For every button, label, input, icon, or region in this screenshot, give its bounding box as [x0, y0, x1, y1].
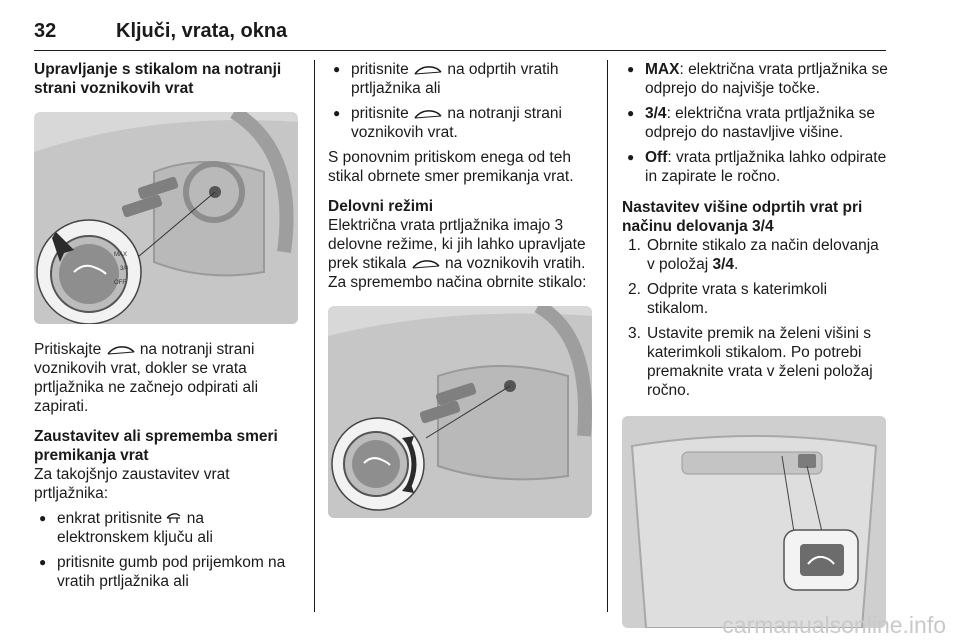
tailgate-switch-illustration — [622, 416, 886, 628]
numbered-step: 2. Odprite vrata s katerimkoli stikalom. — [628, 281, 828, 317]
column-divider — [314, 60, 315, 612]
list-item: ● 3/4: električna vrata prtljažnika se odprejo do nastavljive višine. — [622, 104, 888, 142]
tailgate-icon — [413, 64, 443, 76]
key-tailgate-icon — [166, 512, 182, 525]
paragraph: Za takojšnjo zaustavitev vrat prtljažnika: — [34, 466, 230, 502]
tailgate-icon — [413, 108, 443, 120]
section-heading: Upravljanje s stikalom na notranji strani voznikovih vrat — [34, 61, 282, 97]
paragraph: Pritiskajte na notranji strani voznikovih vrat, dokler se vrata prtljažnika ne začnejo odpirati ali zapirati. — [34, 341, 259, 415]
page-title: Ključi, vrata, okna — [116, 20, 288, 42]
section-heading: Zaustavitev ali sprememba smeri premikanja vrat — [34, 428, 278, 464]
dial-label-max: MAX — [114, 252, 128, 258]
list-item: ● pritisnite na odprtih vratih prtljažnika ali — [328, 60, 594, 98]
numbered-step: 3. Ustavite premik na želeni višini s katerimkoli stikalom. Po potrebi premaknite vrata v želeni položaj ročno. — [628, 325, 873, 399]
tailgate-icon — [106, 344, 136, 356]
list-item: ● enkrat pritisnite na elektronskem ključu ali — [34, 509, 300, 547]
watermark: carmanualsonline.info — [722, 612, 946, 638]
column-middle — [328, 60, 594, 518]
list-item: ● MAX: električna vrata prtljažnika se odprejo do najvišje točke. — [622, 60, 888, 98]
list-item: ● pritisnite gumb pod prijemkom na vratih prtljažnika ali — [34, 553, 300, 591]
tailgate-icon — [411, 258, 441, 270]
column-divider — [607, 60, 608, 612]
page-number: 32 — [34, 20, 57, 42]
numbered-step: 1. Obrnite stikalo za način delovanja v položaj 3/4. — [628, 237, 879, 273]
dial-label-off: OFF — [114, 280, 126, 286]
list-item: ● pritisnite na notranji strani voznikovih vrat. — [328, 104, 594, 142]
section-heading: Nastavitev višine odprtih vrat pri načinu delovanja 3/4 — [622, 199, 863, 235]
section-heading: Delovni režimi — [328, 198, 434, 215]
paragraph: S ponovnim pritiskom enega od teh stikal obrnete smer premikanja vrat. — [328, 149, 574, 185]
driver-door-switch-illustration — [34, 112, 298, 324]
dial-label-three-quarter: 3/4 — [120, 266, 129, 272]
mode-dial-illustration — [328, 306, 592, 518]
list-item: ● Off: vrata prtljažnika lahko odpirate in zapirate le ročno. — [622, 148, 888, 186]
page-header — [34, 18, 886, 51]
paragraph: Električna vrata prtljažnika imajo 3 delovne režime, ki jih lahko upravljate prek stikala na voznikovih vratih. Za spremembo načina obrnite stikalo: — [328, 217, 587, 291]
column-left — [34, 60, 300, 597]
column-right — [622, 60, 888, 628]
